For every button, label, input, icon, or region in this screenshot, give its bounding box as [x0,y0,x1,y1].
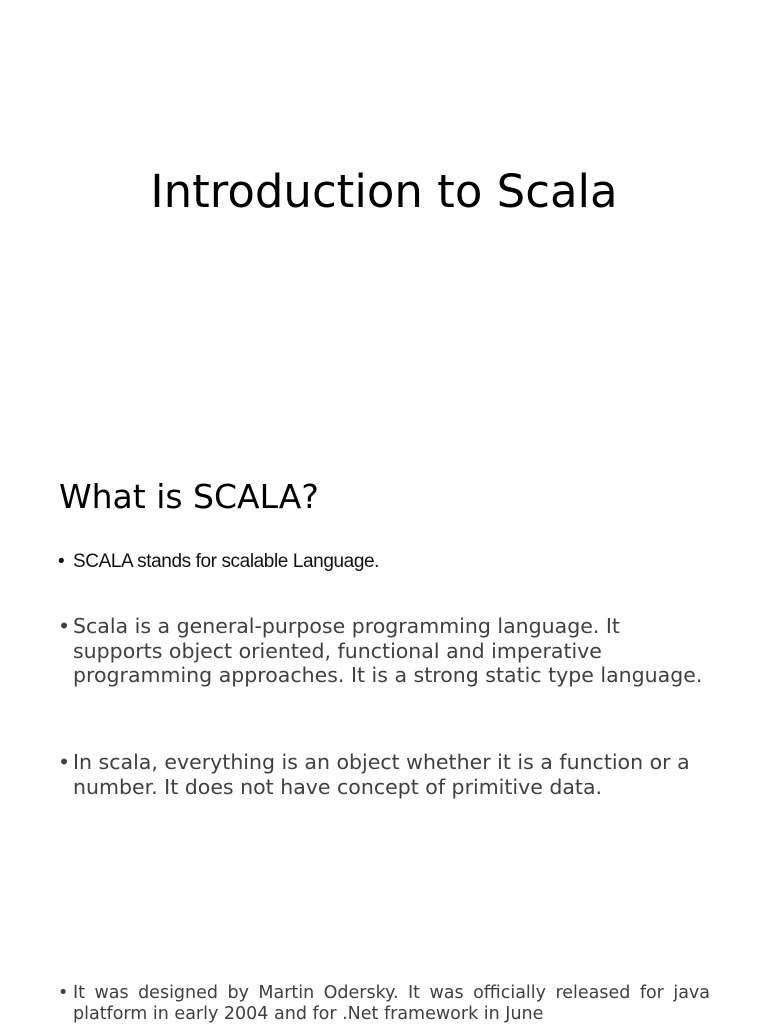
bullet-marker: • [58,983,69,1003]
bullet-item [58,983,710,1024]
bullet-item [58,614,710,688]
bullet-text: It was designed by Martin Odersky. It was officially released for java platform in early 2004 and for .Net framework in June [73,983,710,1024]
bullet-marker: • [58,750,71,774]
slide-heading: What is SCALA? [59,477,319,516]
title-slide [0,0,768,430]
bullet-item [58,550,710,574]
bullet-marker: • [58,551,65,572]
bullet-text: In scala, everything is an object whether it is a function or a number. It does not have concept of primitive data. [73,750,690,799]
content-slide [0,430,768,1024]
slide-title: Introduction to Scala [150,165,618,218]
bullet-text: SCALA stands for scalable Language. [73,551,380,572]
bullet-text: Scala is a general-purpose programming language. It supports object oriented, functional and imperative programming approaches. It is a strong static type language. [73,614,703,687]
bullet-marker: • [58,614,71,638]
bullet-item [58,750,710,799]
